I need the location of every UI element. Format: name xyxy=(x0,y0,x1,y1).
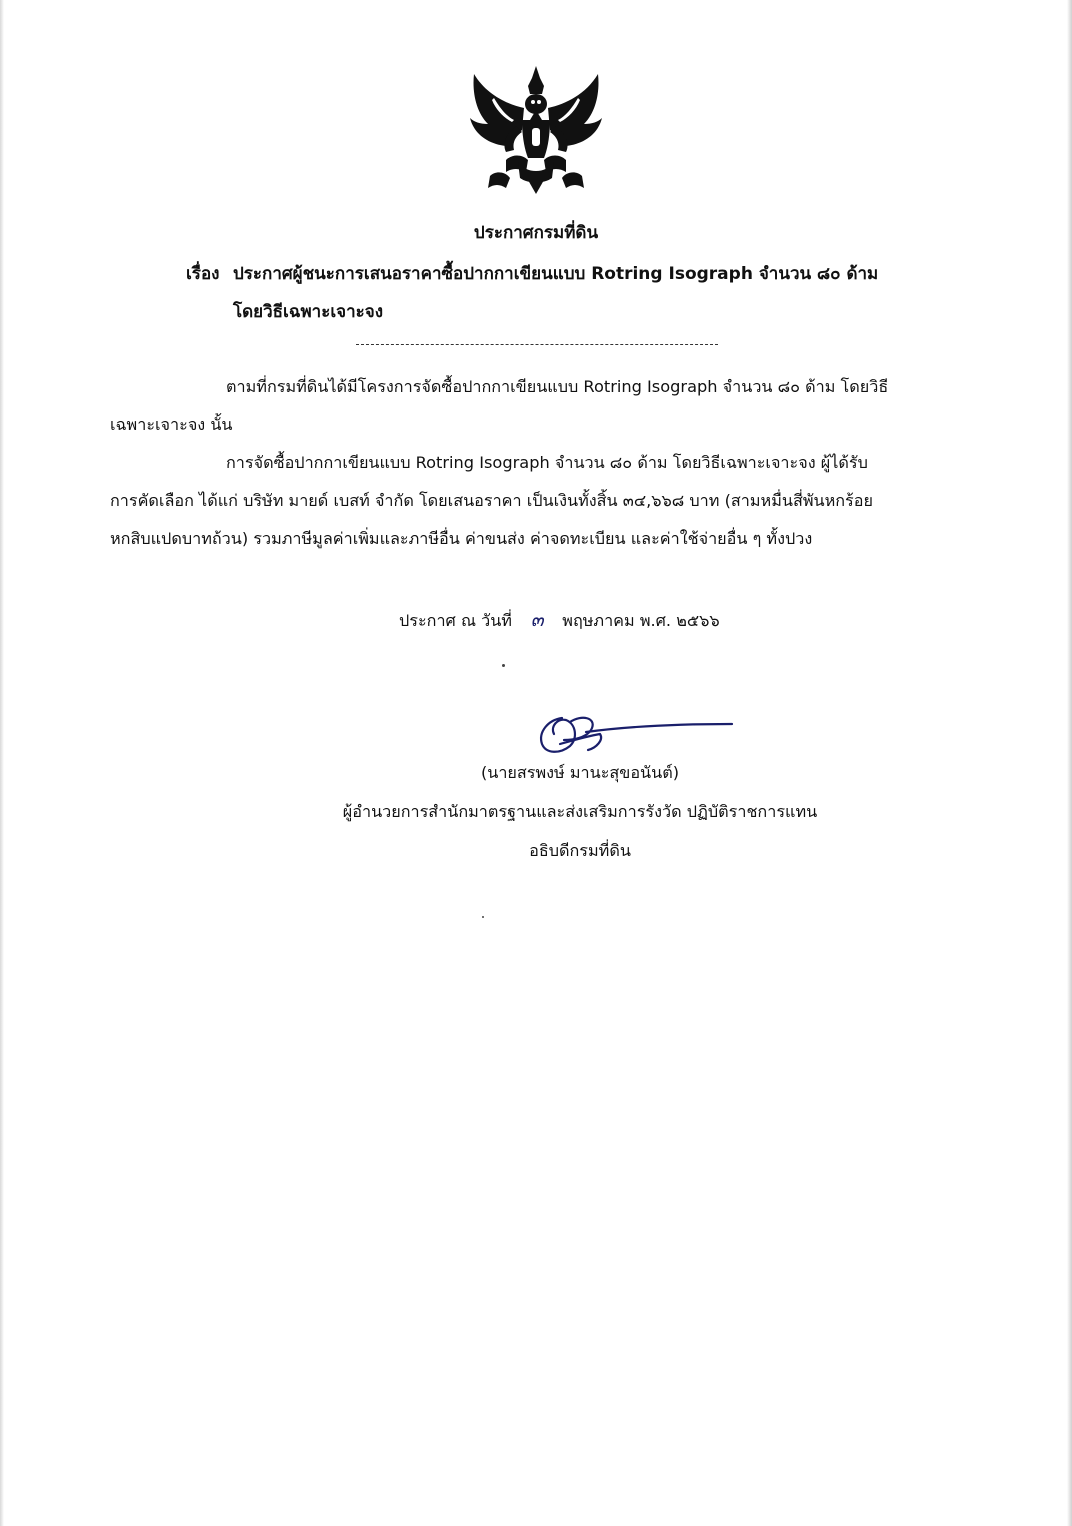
body-line-4: การคัดเลือก ได้แก่ บริษัท มายด์ เบสท์ จำกัด โดยเสนอราคา เป็นเงินทั้งสิ้น ๓๔,๖๖๘ บาท (สามหมื่นสี่พันหกร้อย xyxy=(110,491,873,510)
separator-line xyxy=(356,344,718,345)
date-prefix: ประกาศ ณ วันที่ xyxy=(399,611,512,630)
signatory-name: (นายสรพงษ์ มานะสุขอนันต์) xyxy=(480,763,680,782)
signatory-position-line-2: อธิบดีกรมที่ดิน xyxy=(529,841,631,860)
body-line-3: การจัดซื้อปากกาเขียนแบบ Rotring Isograph จำนวน ๘๐ ด้าม โดยวิธีเฉพาะเจาะจง ผู้ได้รับ xyxy=(226,453,868,472)
subject-line-1: ประกาศผู้ชนะการเสนอราคาซื้อปากกาเขียนแบบ Rotring Isograph จำนวน ๘๐ ด้าม xyxy=(233,264,879,284)
subject-line-2: โดยวิธีเฉพาะเจาะจง xyxy=(233,302,384,322)
subject-label: เรื่อง xyxy=(186,264,220,284)
signatory-position-line-1: ผู้อำนวยการสำนักมาตรฐานและส่งเสริมการรังวัด ปฏิบัติราชการแทน xyxy=(342,802,818,821)
handwritten-signature-icon xyxy=(530,710,740,762)
dot-mark xyxy=(502,664,505,667)
date-day: ๓ xyxy=(530,609,544,631)
garuda-emblem-icon xyxy=(466,64,606,196)
document-issuer: ประกาศกรมที่ดิน xyxy=(473,223,599,243)
body-line-5: หกสิบแปดบาทถ้วน) รวมภาษีมูลค่าเพิ่มและภาษีอื่น ค่าขนส่ง ค่าจดทะเบียน และค่าใช้จ่ายอื่น ๆ ทั้งปวง xyxy=(110,529,813,548)
body-line-1: ตามที่กรมที่ดินได้มีโครงการจัดซื้อปากกาเขียนแบบ Rotring Isograph จำนวน ๘๐ ด้าม โดยวิธี xyxy=(226,377,889,396)
date-month-year: พฤษภาคม พ.ศ. ๒๕๖๖ xyxy=(562,611,720,630)
announcement-date xyxy=(399,605,720,635)
dot-mark xyxy=(482,916,484,918)
body-line-2: เฉพาะเจาะจง นั้น xyxy=(110,415,233,434)
